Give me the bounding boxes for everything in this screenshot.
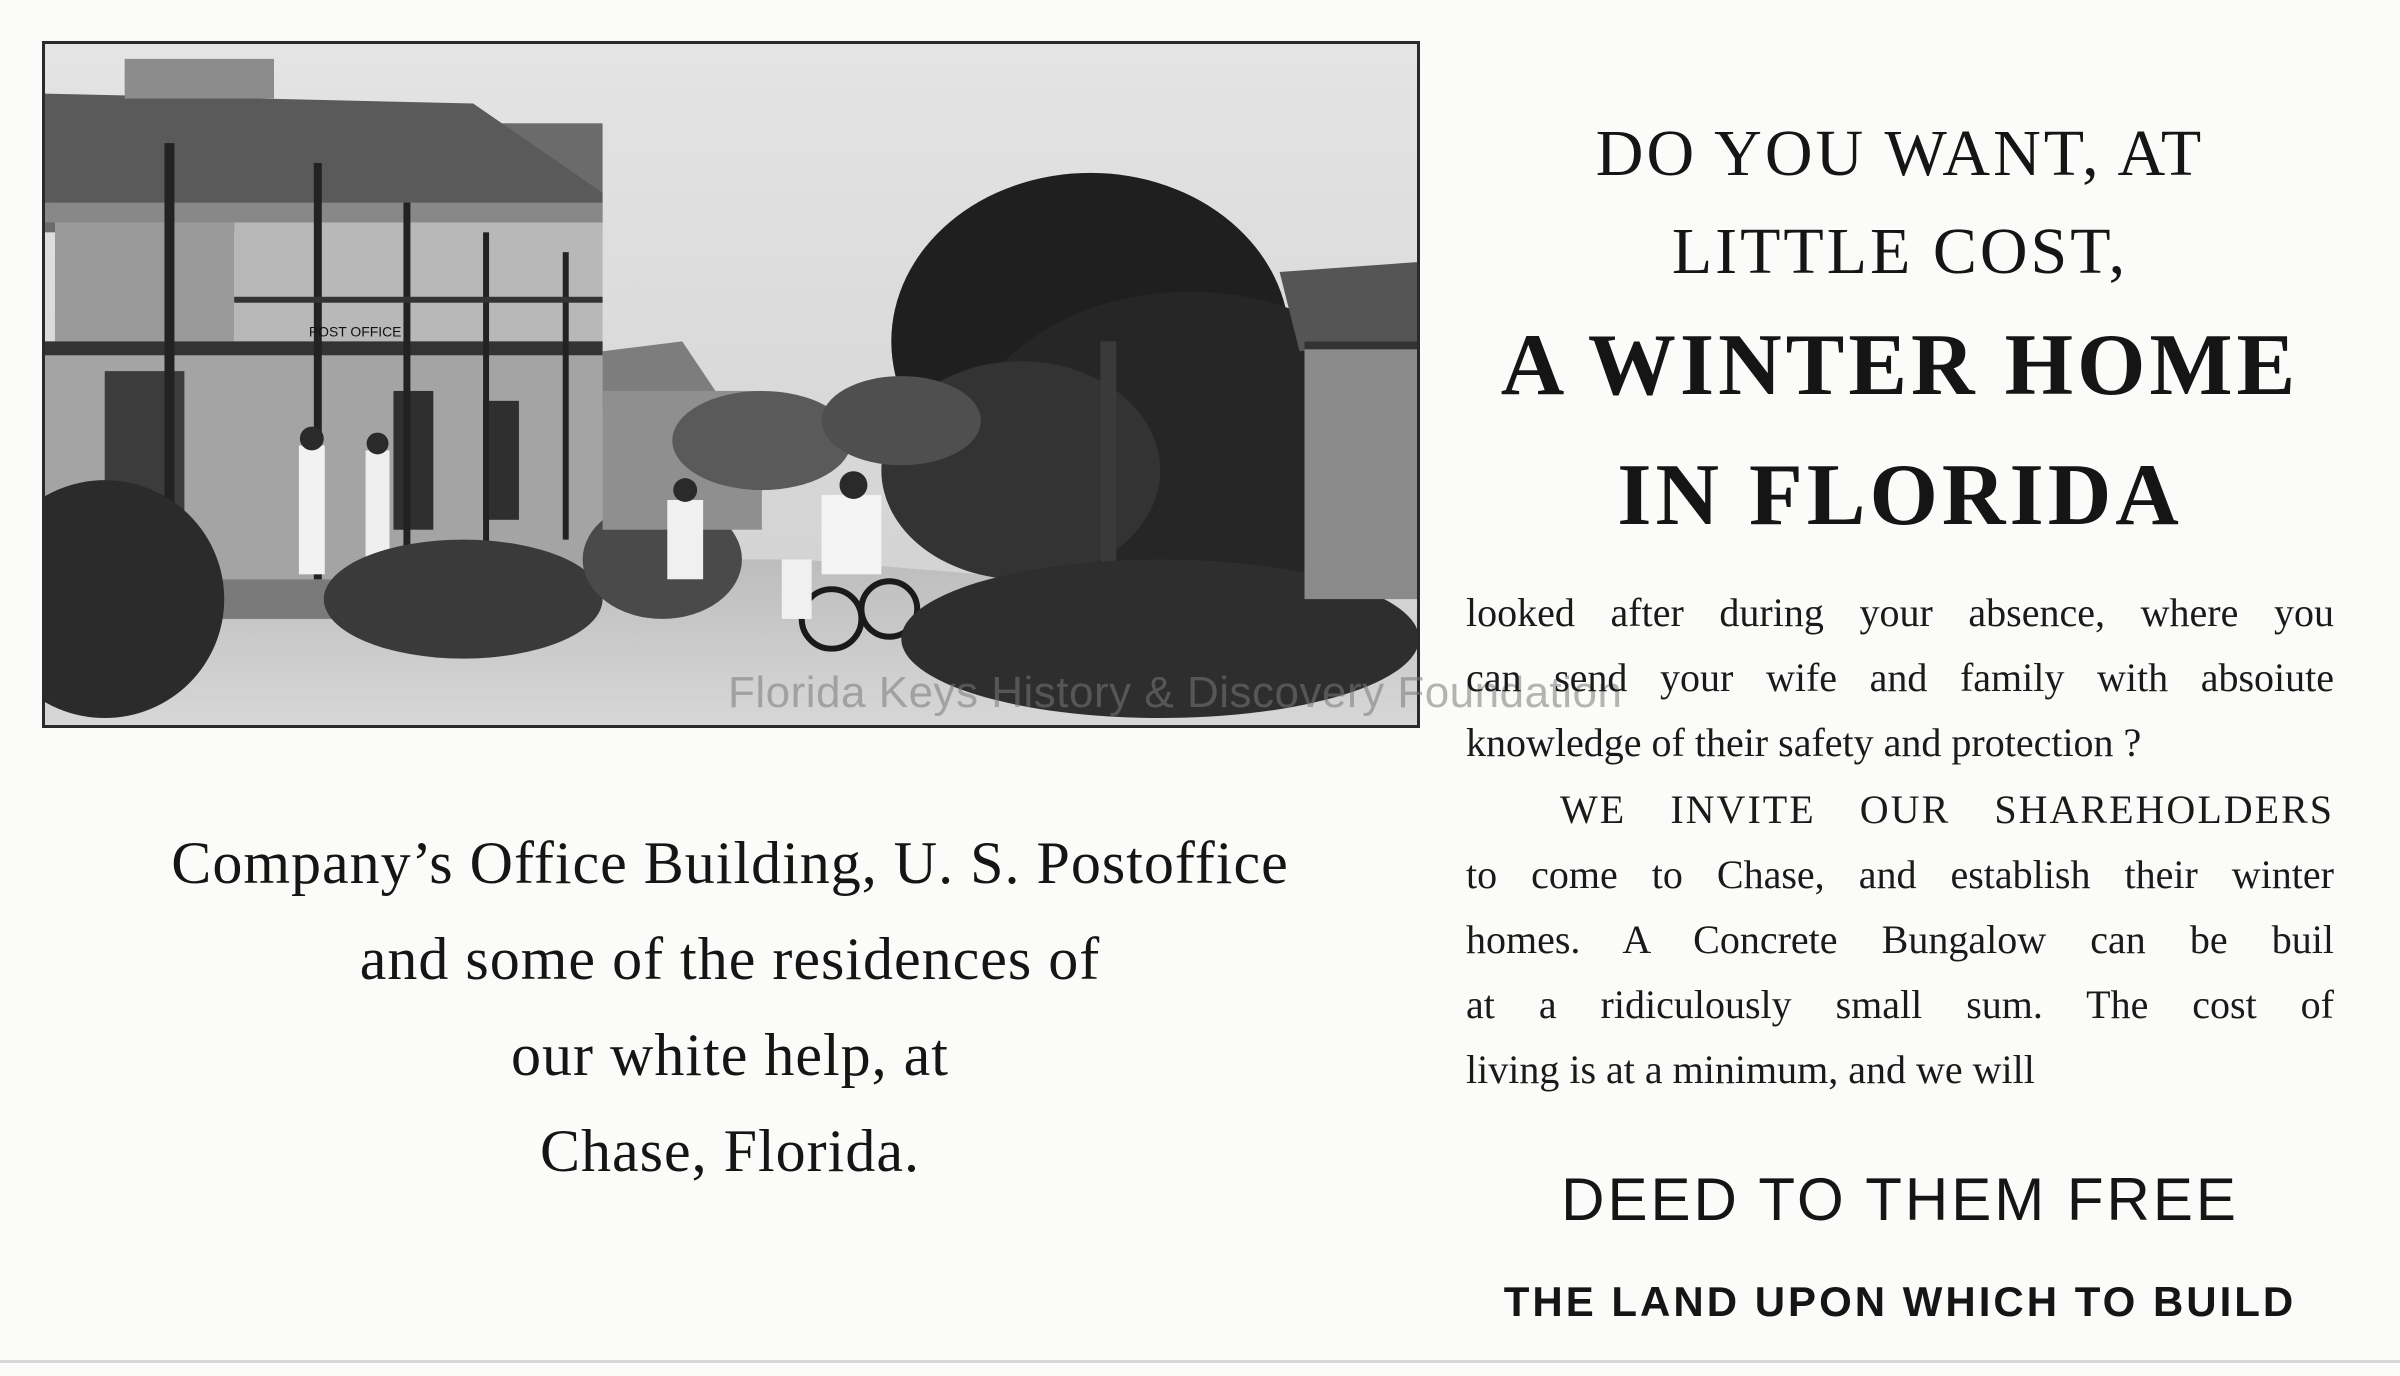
land-heading: THE LAND UPON WHICH TO BUILD <box>1503 1278 2297 1325</box>
watermark: Florida Keys History & Discovery Foundation <box>728 668 1623 717</box>
deed-heading: DEED TO THEM FREE <box>1561 1166 2239 1233</box>
body-line: looked after during your absence, where you <box>1466 590 2334 635</box>
body-line: to come to Chase, and establish their winter <box>1466 852 2334 897</box>
caption-line: Company’s Office Building, U. S. Postoffice <box>171 830 1289 896</box>
caption-line: our white help, at <box>511 1022 949 1088</box>
headline-line-4: IN FLORIDA <box>1617 447 2183 544</box>
caption-line: Chase, Florida. <box>540 1118 920 1184</box>
body-line: can send your wife and family with absoiute <box>1466 655 2334 700</box>
photo-illustration <box>45 44 1417 725</box>
post-office-sign: POST OFFICE <box>308 323 402 340</box>
headline-line-3: A WINTER HOME <box>1500 317 2300 414</box>
bottom-rule <box>0 1360 2400 1363</box>
body-line: at a ridiculously small sum. The cost of <box>1466 982 2334 1027</box>
body-line: living is at a minimum, and we will <box>1466 1047 2035 1092</box>
headline <box>1460 105 2340 561</box>
body-line: homes. A Concrete Bungalow can be buil <box>1466 917 2334 962</box>
body-text <box>1466 580 2334 1102</box>
photo-caption <box>40 815 1420 1199</box>
caption-line: and some of the residences of <box>359 926 1101 992</box>
postoffice-photograph <box>42 41 1420 728</box>
headline-line-1: DO YOU WANT, AT <box>1595 117 2205 190</box>
body-line: knowledge of their safety and protection ? <box>1466 720 2142 765</box>
body-line: WE INVITE OUR SHAREHOLDERS <box>1560 787 2334 832</box>
headline-line-2: LITTLE COST, <box>1671 215 2129 288</box>
